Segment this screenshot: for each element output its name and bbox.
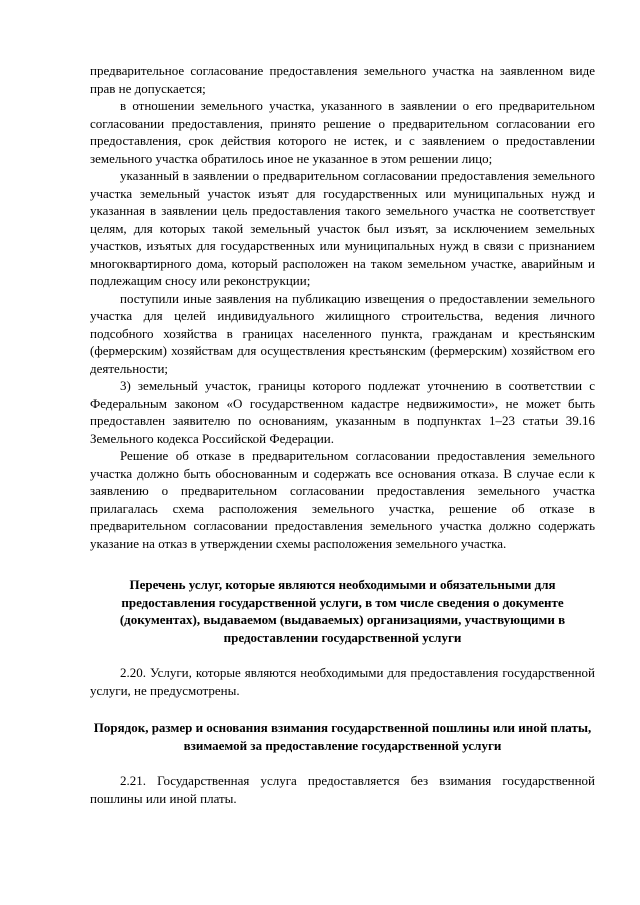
paragraph-prior-approval-not-allowed: предварительное согласование предоставления земельного участка на заявленном виде прав не допускается; (90, 63, 595, 96)
paragraph-item-3: 3) земельный участок, границы которого подлежат уточнению в соответствии с Федеральным законом «О государственном кадастре недвижимости», не может быть предоставлен заявителю по основаниям, указанным в подпунктах 1–23 статьи 39.16 Земельного кодекса Российской Федерации. (90, 378, 595, 446)
spacer (90, 552, 595, 576)
section-heading-required-services: Перечень услуг, которые являются необходимыми и обязательными для предоставления государственной услуги, в том числе сведения о документе (документах), выдаваемом (выдаваемых) организациями, участвующими в предоставлении государственной услуги (119, 577, 566, 645)
paragraph-other-applications: поступили иные заявления на публикацию извещения о предоставлении земельного участка для целей индивидуального жилищного строительства, ведения личного подсобного хозяйства в границах населенного пункта, гражданам и крестьянским (фермерским) хозяйствам для осуществления крестьянским (фермерским) хозяйством его деятельности; (90, 290, 595, 376)
spacer (90, 754, 595, 772)
section-heading-state-fee: Порядок, размер и основания взимания государственной пошлины или иной платы, взимаемой за предоставление государственной услуги (93, 720, 592, 753)
paragraph-land-seized: указанный в заявлении о предварительном согласовании предоставления земельного участка земельный участок изъят для государственных или муниципальных нужд и указанная в заявлении цель предоставления такого земельного участка не соответствует целям, для которых такой земельный участок был изъят, за исключением земельных участков, изъятых для государственных или муниципальных нужд в связи с признанием многоквартирного дома, который расположен на таком земельном участке, аварийным и подлежащим сносу или реконструкции; (90, 168, 595, 288)
paragraph-2-21: 2.21. Государственная услуга предоставляется без взимания государственной пошлины или иной платы. (90, 773, 595, 806)
paragraph-refusal-decision: Решение об отказе в предварительном согласовании предоставления земельного участка должно быть обоснованным и содержать все основания отказа. В случае если к заявлению о предварительном согласовании предоставления земельного участка прилагалась схема расположения земельного участка, решение об отказе в предварительном согласовании предоставления земельного участка должно содержать указание на отказ в утверждении схемы расположения земельного участка. (90, 448, 595, 551)
paragraph-2-20: 2.20. Услуги, которые являются необходимыми для предоставления государственной услуги, не предусмотрены. (90, 665, 595, 698)
document-page (90, 62, 595, 807)
spacer (90, 646, 595, 664)
paragraph-decision-already-made: в отношении земельного участка, указанного в заявлении о его предварительном согласовании предоставления, принято решение о предварительном согласовании его предоставления, срок действия которого не истек, и с заявлением о предоставлении земельного участка обратилось иное не указанное в этом решении лицо; (90, 98, 595, 166)
spacer (90, 699, 595, 719)
